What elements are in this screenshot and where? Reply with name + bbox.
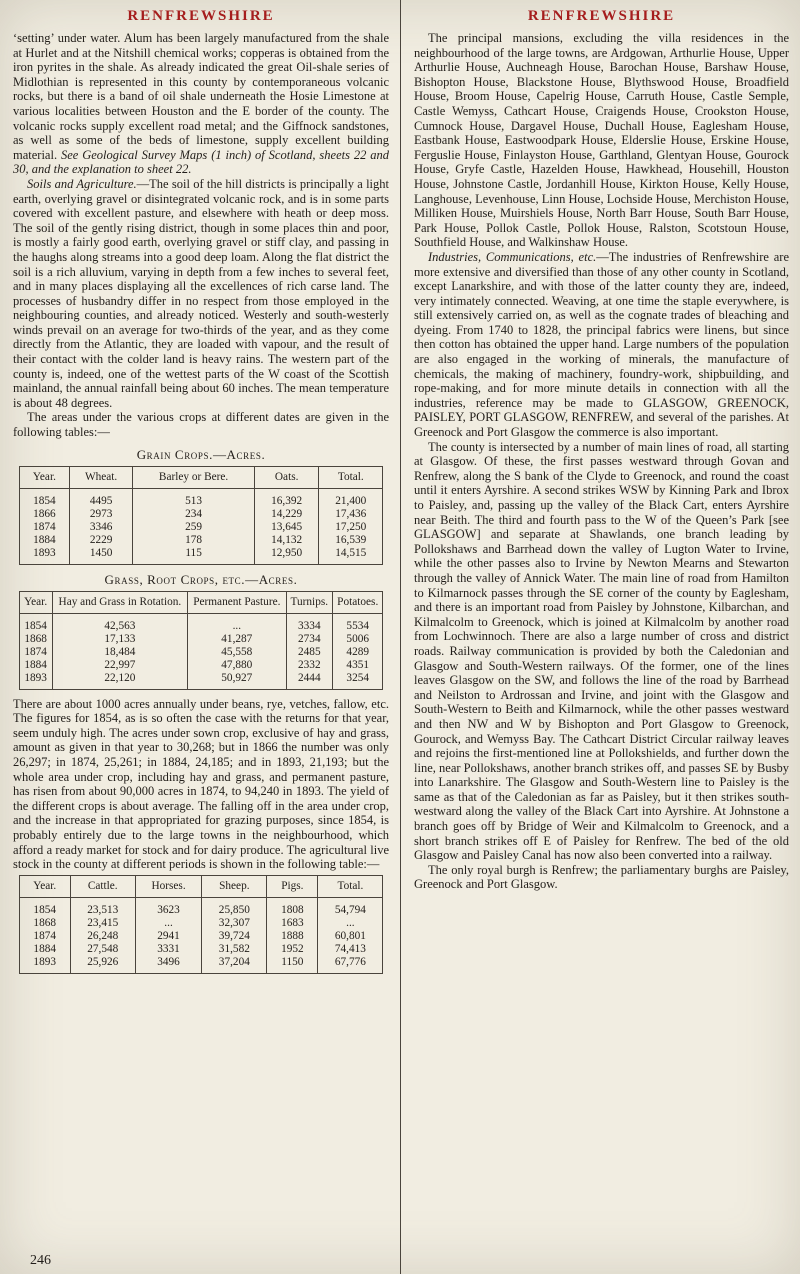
paragraph-text: The county is intersected by a number of main lines of road, all starting at Glasgow. Of these, the first passes westward through Govan and Renfrew, along the S bank of the Clyde to Greenock, and round the coast until it enters Ayrshire. A second strikes WSW by Kinning Park and Ibrox to Paisley, and, passing up the valley of the Black Cart, enters Ayrshire near Beith. The third and fourth pass to the W of the Queen’s Park [see GLASGOW] and separate at Shawlands, one branch leading by Pollokshaws and Barrhead down the valley of Lugton Water to Irvine, while the other passes also to Irvine by Newton Mearns and Stewarton through the valley of Annick Water. The main line of road from Hamilton to Kilmarnock passes through the SE corner of the county by Eaglesham, and there is an important road from Paisley by Johnstone, Kilbarchan, and Kilmalcolm to Greenock, which is joined at Kilmalcolm by another road from Lochwinnoch. There are also a large number of cross and district roads. Railway communication is provided by both the Caledonian and Glasgow and South-Western railways. Of the former, one of the lines leaves Glasgow on the SW, and follows the line of the road by Barrhead and Neilston to Ardrossan and Irvine, and joint with the Glasgow and South-Western to Beith and Kilmarnock, while the other passes westward and then NW and W by Bishopton and Port Glasgow to Greenock, Gourock, and Wemyss Bay. The Cathcart District Circular railway leaves and rejoins the first-mentioned line at Pollokshields, and further down the line, near Pollokshaws, another branch strikes off, and passes SE by Busby into Lanarkshire. The Glasgow and South-Western line to Paisley is the same as that of the Caledonian as far as Paisley, but it then strikes south-westward along the valley of the Black Cart into Ayrshire. At Johnstone a branch goes off by Bridge of Weir and Kilmalcolm to Greenock, and a short branch strikes off E of Paisley for Renfrew. The bed of the old Glasgow and Paisley Canal has now also been converted into a railway. (414, 439, 789, 863)
table-cell: 1893 (24, 671, 47, 684)
table-cell: 31,582 (202, 943, 267, 956)
table-cell: 1450 (70, 547, 133, 565)
table-cell: 1893 (33, 955, 57, 968)
table-cell: 47,880 (188, 659, 286, 672)
table-cell: 2485 (286, 646, 333, 659)
table-cell: ... (318, 917, 383, 930)
table-cell: 32,307 (202, 917, 267, 930)
livestock-table (19, 875, 384, 974)
table-cell: 1150 (267, 956, 318, 974)
table-header-cell: Permanent Pasture. (188, 591, 286, 613)
paragraph-soils-agriculture (13, 177, 389, 411)
table-cell: 16,392 (255, 488, 319, 508)
table-row (19, 613, 383, 633)
paragraph-roads-railways (414, 440, 789, 863)
table-header-cell: Year. (19, 466, 70, 488)
table-cell: 1808 (267, 897, 318, 917)
grain-table-caption: Grain Crops.—Acres. (136, 446, 266, 462)
paragraph-lead: Soils and Agriculture. (27, 176, 137, 191)
table-cell: 3331 (135, 943, 202, 956)
paragraph-mansions (414, 31, 789, 250)
paragraph-text: ‘setting’ under water. Alum has been largely manufactured from the shale at Hurlet and at the Nitshill chemical works; copperas is obtained from the iron pyrites in the shale. As already indicated the great Oil-shale series of Midlothian is represented in this county by contemporaneous volcanic rocks, but there is a band of oil shale underneath the Hosie Limestone at various localities between Houston and the E border of the county. The volcanic rocks supply excellent road metal; and the Giffnock sandstones, as well as some of the beds of limestone, supply excellent building material. (13, 31, 389, 162)
table-header-cell: Total. (318, 875, 383, 897)
table-cell: 37,204 (202, 956, 267, 974)
geological-survey-note: See Geological Survey Maps (1 inch) of Scotland, sheets 22 and 30, and the explanation to sheet 22. (13, 147, 389, 177)
table-cell: 25,926 (70, 956, 135, 974)
paragraph-crops-discussion (13, 697, 389, 872)
table-cell: 14,515 (319, 547, 383, 565)
table-cell: 3496 (135, 956, 202, 974)
paragraph-text: The only royal burgh is Renfrew; the parliamentary burghs are Paisley, Greenock and Port Glasgow. (414, 862, 789, 892)
paragraph-industries-communications (414, 250, 789, 440)
table-cell: 2332 (286, 659, 333, 672)
table-row (19, 930, 383, 943)
table-row (19, 508, 383, 521)
table-header-cell: Total. (319, 466, 383, 488)
table-header-cell: Wheat. (70, 466, 133, 488)
table-row (19, 547, 383, 565)
table-cell: 1868 (33, 916, 57, 929)
table-cell: 234 (133, 508, 255, 521)
table-header-cell: Pigs. (267, 875, 318, 897)
table-cell: 60,801 (318, 930, 383, 943)
table-cell: 115 (133, 547, 255, 565)
table-cell: 3346 (70, 521, 133, 534)
table-cell: 1952 (267, 943, 318, 956)
table-row (19, 917, 383, 930)
table-cell: 3334 (286, 613, 333, 633)
table-cell: 14,132 (255, 534, 319, 547)
table-cell: 22,120 (52, 672, 187, 690)
paragraph-text: —The soil of the hill districts is principally a light earth, overlying gravel or disintegrated volcanic rock, and is in some parts covered with excellent pasture, and elsewhere with heath or deep moss. The soil of the gently rising district, though in some places thin and poor, is mostly a fairly good earth, overlying gravel or stiff clay, and passing in the haughs along streams into a good deep loam. Along the flat district the soil is a rich alluvium, varying in depth from a few inches to several feet, and in many places displaying all the excellences of rich carse land. The processes of husbandry differ in no respect from those employed in the neighbouring counties, and already noticed. Westerly and south-westerly winds prevail on an average for two-thirds of the year, and as they come directly from the Atlantic, they are loaded with vapour, and the result of their contact with the colder land is heavy rains. The western part of the county is, indeed, one of the wettest parts of the W coast of the Scottish mainland, the annual rainfall being about 60 inches. The mean temperature is about 48 degrees. (13, 176, 389, 410)
table-header-cell: Turnips. (286, 591, 333, 613)
table-cell: 1868 (24, 632, 47, 645)
table-cell: 4289 (333, 646, 383, 659)
table-cell: 5006 (333, 633, 383, 646)
table-cell: 513 (133, 488, 255, 508)
table-cell: 27,548 (70, 943, 135, 956)
table-cell: 39,724 (202, 930, 267, 943)
table-cell: 17,436 (319, 508, 383, 521)
table-cell: 74,413 (318, 943, 383, 956)
table-header-cell: Hay and Grass in Rotation. (52, 591, 187, 613)
table-cell: 2444 (286, 672, 333, 690)
page-number: 246 (30, 1253, 51, 1268)
table-row (19, 488, 383, 508)
grain-crops-table (19, 466, 384, 565)
table-cell: ... (188, 613, 286, 633)
table-header-cell: Oats. (255, 466, 319, 488)
table-cell: 21,400 (319, 488, 383, 508)
paragraph-shale-minerals (13, 31, 389, 177)
table-cell: 4351 (333, 659, 383, 672)
paragraph-burghs (414, 863, 789, 892)
table-cell: 17,133 (52, 633, 187, 646)
table-header-cell: Cattle. (70, 875, 135, 897)
table-cell: 2941 (135, 930, 202, 943)
table-cell: 12,950 (255, 547, 319, 565)
table-header-row (19, 875, 383, 897)
table-cell: 4495 (70, 488, 133, 508)
table-cell: 23,415 (70, 917, 135, 930)
table-cell: 2973 (70, 508, 133, 521)
table-cell: 5534 (333, 613, 383, 633)
paragraph-text: The principal mansions, excluding the villa residences in the neighbourhood of the large towns, are Ardgowan, Arthurlie House, Upper Arthurlie House, Auchneagh House, Barochan House, Barshaw House, Bishopton House, Blackstone House, Blythswood House, Broadfield House, Broom House, Capelrig House, Carruth House, Castle Semple, Castle Wemyss, Cathcart House, Craigends House, Crookston House, Cumnock House, Dargavel House, Duchall House, Eaglesham House, Eastbank House, Eastwoodpark House, Elderslie House, Erskine House, Ferguslie House, Finlayston House, Garthland, Glentyan House, Gourock House, Gryfe Castle, Hazelden House, Hawkhead, Househill, Houston House, Johnstone Castle, Jordanhill House, Kirkton House, Kelly House, Langhouse, Levenhouse, Linn House, Lochside House, Merchiston House, Milliken House, Muirshiels House, North Barr House, South Barr House, Park House, Pollok Castle, Pollok House, Ralston, Scotstoun House, Southfield House, and Walkinshaw House. (414, 31, 789, 250)
table-cell: 1874 (24, 645, 47, 658)
table-header-cell: Potatoes. (333, 591, 383, 613)
table-cell: 14,229 (255, 508, 319, 521)
table-header-row (19, 466, 383, 488)
paragraph-text: The areas under the various crops at different dates are given in the following tables:— (13, 410, 389, 440)
table-cell: 67,776 (318, 956, 383, 974)
paragraph-lead: Industries, Communications, etc. (428, 249, 597, 264)
table-header-row (19, 591, 383, 613)
table-row (19, 659, 383, 672)
table-cell: 1874 (33, 929, 57, 942)
table-cell: 1866 (33, 507, 56, 520)
table-row (19, 672, 383, 690)
table-header-cell: Horses. (135, 875, 202, 897)
table-cell: 1683 (267, 917, 318, 930)
table-cell: 54,794 (318, 897, 383, 917)
table-header-cell: Year. (19, 875, 70, 897)
table-cell: 45,558 (188, 646, 286, 659)
table-cell: 26,248 (70, 930, 135, 943)
paragraph-text: There are about 1000 acres annually under beans, rye, vetches, fallow, etc. The figures for 1854, as is so often the case with the returns for that year, seem unduly high. The acres under sown crop, exclusive of hay and grass, amount as given in that year to 30,268; but in 1866 the number was only 26,297; in 1874, 25,261; in 1884, 24,185; and in 1893, 21,193; but the whole area under crop, including hay and grass, and permanent pasture, has risen from about 90,000 acres in 1874, to 94,240 in 1893. The yield of the different crops is about average. The falling off in the area under crop, and the increase in that appropriated for grazing purposes, since 1854, is probably entirely due to the large towns in the neighbourhood, which afford a ready market for stock and for dairy produce. The agricultural live stock in the county at different periods is shown in the following table:— (13, 696, 389, 872)
left-column-header: RENFREWSHIRE (127, 8, 275, 24)
table-cell: 17,250 (319, 521, 383, 534)
table-cell: 1874 (33, 520, 56, 533)
paragraph-text: —The industries of Renfrewshire are more extensive and diversified than those of any other county in Scotland, except Lanarkshire, and with those of the latter county they are, indeed, very intimately connected. Weaving, at one time the staple everywhere, is still extensively carried on, as well as the cognate trades of bleaching and dyeing. From 1740 to 1828, the principal fabrics were linens, but since then cotton has obtained the upper hand. Large numbers of the population are also engaged in the working of minerals, the manufacture of chemicals, the making of machinery, foundry-work, shipbuilding, and rope-making, and for more minute details in connection with all the industries, reference may be made to GLASGOW, GREENOCK, PAISLEY, PORT GLASGOW, RENFREW, and several of the parishes. At Greenock and Port Glasgow the commerce is also important. (414, 249, 789, 440)
paragraph-crop-areas-intro (13, 410, 389, 439)
table-cell: 1854 (33, 494, 56, 507)
table-cell: 178 (133, 534, 255, 547)
table-row (19, 943, 383, 956)
table-row (19, 633, 383, 646)
grass-root-crops-table (19, 591, 384, 690)
table-row (19, 956, 383, 974)
table-cell: 22,997 (52, 659, 187, 672)
table-cell: 1884 (33, 533, 56, 546)
table-cell: ... (135, 917, 202, 930)
table-cell: 1888 (267, 930, 318, 943)
table-cell: 18,484 (52, 646, 187, 659)
table-cell: 1854 (24, 619, 47, 632)
table-cell: 41,287 (188, 633, 286, 646)
table-cell: 1884 (24, 658, 47, 671)
table-cell: 25,850 (202, 897, 267, 917)
table-row (19, 646, 383, 659)
table-header-cell: Year. (19, 591, 52, 613)
grass-table-caption: Grass, Root Crops, etc.—Acres. (104, 571, 298, 587)
table-row (19, 534, 383, 547)
right-column-header: RENFREWSHIRE (527, 8, 676, 24)
table-cell: 42,563 (52, 613, 187, 633)
table-cell: 1854 (33, 903, 57, 916)
table-cell: 1893 (33, 546, 56, 559)
table-header-cell: Barley or Bere. (133, 466, 255, 488)
table-cell: 2229 (70, 534, 133, 547)
right-column (400, 0, 800, 1274)
table-cell: 13,645 (255, 521, 319, 534)
table-cell: 1884 (33, 942, 57, 955)
table-cell: 23,513 (70, 897, 135, 917)
table-header-cell: Sheep. (202, 875, 267, 897)
table-cell: 3254 (333, 672, 383, 690)
table-cell: 259 (133, 521, 255, 534)
table-row (19, 897, 383, 917)
table-cell: 3623 (135, 897, 202, 917)
table-cell: 2734 (286, 633, 333, 646)
table-cell: 50,927 (188, 672, 286, 690)
table-row (19, 521, 383, 534)
table-cell: 16,539 (319, 534, 383, 547)
